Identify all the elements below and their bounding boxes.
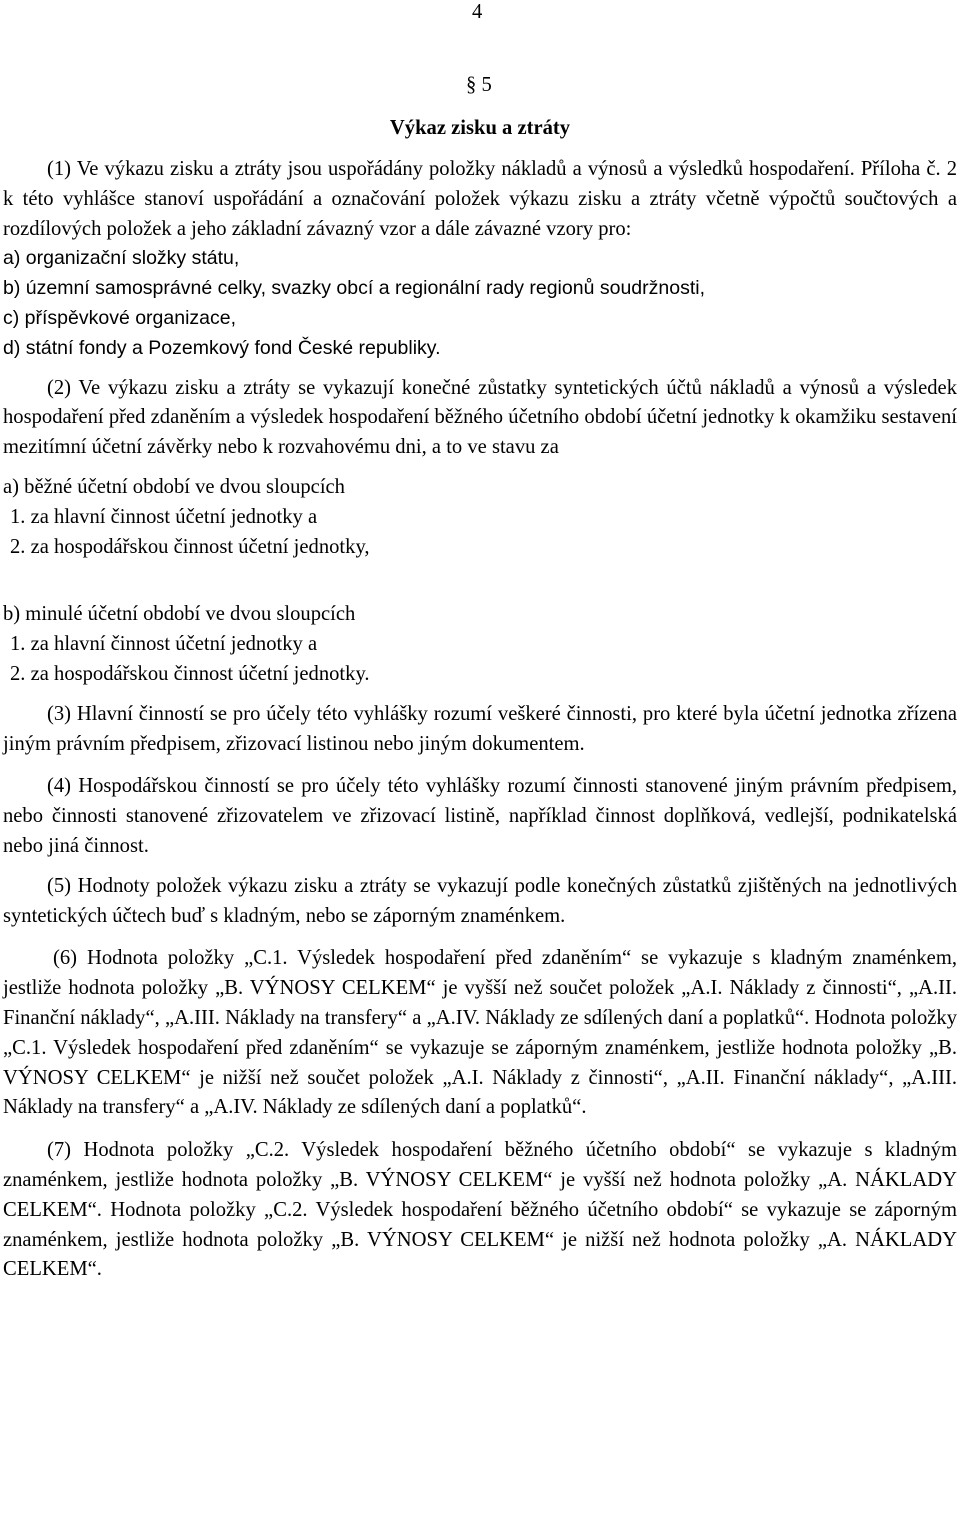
paragraph-3: (3) Hlavní činností se pro účely této vyhlášky rozumí veškeré činnosti, pro které byla účetní jednotka zřízena jiným právním předpisem, zřizovací listinou nebo jiným dokumentem.	[3, 702, 957, 755]
list-item-b: b) minulé účetní období ve dvou sloupcích	[3, 603, 356, 626]
list-item: b) územní samosprávné celky, svazky obcí a regionální rady regionů soudržnosti,	[3, 277, 705, 300]
page-number: 4	[472, 1, 483, 23]
sub-item: 1. za hlavní činnost účetní jednotky a	[10, 633, 318, 656]
sub-item: 2. za hospodářskou činnost účetní jednotky.	[10, 662, 370, 685]
paragraph-4: (4) Hospodářskou činností se pro účely této vyhlášky rozumí činnosti stanovené jiným právním předpisem, nebo činnosti stanovené zřizovatelem ve zřizovací listině, například činnost doplňková, vedlejší, podnikatelská nebo jiná činnost.	[3, 775, 957, 857]
entity-list	[3, 244, 957, 363]
paragraph-1: (1) Ve výkazu zisku a ztráty jsou uspořádány položky nákladů a výnosů a výsledků hospodaření. Příloha č. 2 k této vyhlášce stanoví uspořádání a označování položek výkazu zisku a ztráty včetně výpočtů součtových a rozdílových položek a jeho základní závazný vzor a dále závazné vzory pro:	[3, 158, 957, 240]
section-title: Výkaz zisku a ztráty	[389, 117, 571, 139]
list-item: d) státní fondy a Pozemkový fond České republiky.	[3, 336, 441, 359]
list-item: a) organizační složky státu,	[3, 247, 240, 270]
list-item-a: a) běžné účetní období ve dvou sloupcích	[3, 475, 345, 498]
document-body	[3, 155, 957, 1285]
sub-item: 2. za hospodářskou činnost účetní jednotky,	[10, 535, 370, 558]
section-sign: § 5	[466, 74, 492, 96]
paragraph-7: (7) Hodnota položky „C.2. Výsledek hospodaření běžného účetního období“ se vykazuje s kladným znaménkem, jestliže hodnota položky „B. VÝNOSY CELKEM“ je vyšší než hodnota položky „A. NÁKLADY CELKEM“. Hodnota položky „C.2. Výsledek hospodaření běžného účetního období“ se vykazuje se záporným znaménkem, jestliže hodnota položky „B. VÝNOSY CELKEM“ je nižší než hodnota položky „A. NÁKLADY CELKEM“.	[3, 1139, 957, 1281]
sub-item: 1. za hlavní činnost účetní jednotky a	[10, 505, 318, 528]
paragraph-5: (5) Hodnoty položek výkazu zisku a ztráty se vykazují podle konečných zůstatků zjištěných na jednotlivých syntetických účtech buď s kladným, nebo se záporným znaménkem.	[3, 874, 957, 927]
list-item: c) příspěvkové organizace,	[3, 306, 237, 329]
paragraph-2: (2) Ve výkazu zisku a ztráty se vykazují konečné zůstatky syntetických účtů nákladů a výnosů a výsledek hospodaření před zdaněním a výsledek hospodaření běžného účetního období účetní jednotky k okamžiku sestavení mezitímní účetní závěrky nebo k rozvahovému dni, a to ve stavu za	[3, 376, 957, 459]
paragraph-6: (6) Hodnota položky „C.1. Výsledek hospodaření před zdaněním“ se vykazuje s kladným znaménkem, jestliže hodnota položky „B. VÝNOSY CELKEM“ je vyšší než součet položek „A.I. Náklady z činnosti“, „A.II. Finanční náklady“, „A.III. Náklady na transfery“ a „A.IV. Náklady ze sdílených daní a poplatků“. Hodnota položky „C.1. Výsledek hospodaření před zdaněním“ se vykazuje se záporným znaménkem, jestliže hodnota položky „B. VÝNOSY CELKEM“ je nižší než součet položek „A.I. Náklady z činnosti“, „A.II. Finanční náklady“, „A.III. Náklady na transfery“ a „A.IV. Náklady ze sdílených daní a poplatků“.	[3, 947, 957, 1119]
